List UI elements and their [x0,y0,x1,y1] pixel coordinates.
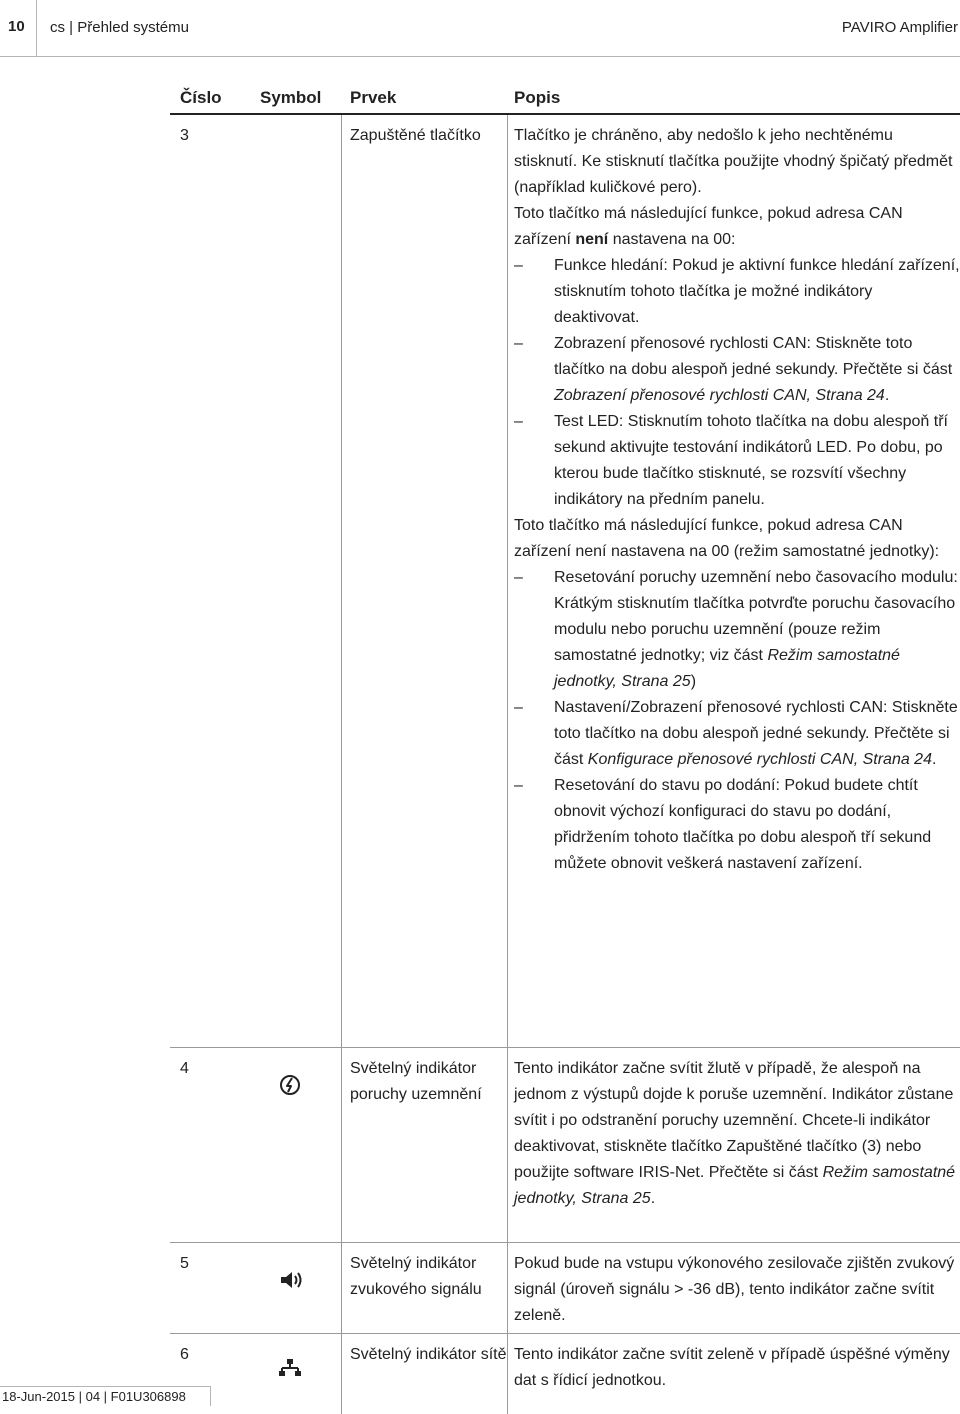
list-item: – Test LED: Stisknutím tohoto tlačítka na dobu alespoň tří sekund aktivujte testování indikátorů LED. Po dobu, po kterou bude tlačítko stisknuté, se rozsvítí všechny indikátory na předním panelu. [514,409,960,513]
product-name: PAVIRO Amplifier [841,19,958,36]
row-element: Světelný indikátor poruchy uzemnění [342,1048,508,1242]
desc-text-a: Tento indikátor začne svítit žlutě v případě, že alespoň na jednom z výstupů dojde k poruše uzemnění. Indikátor zůstane svítit i po odstranění poruchy uzemnění. Chcete-li indikátor deaktivovat, stiskněte tlačítko Zapuštěné tlačítko (3) nebo použijte software IRIS-Net. Přečtěte si část [514,1060,954,1181]
header-number: Číslo [180,88,222,107]
ground-fault-icon [279,1074,301,1096]
item5-text-a: Nastavení/Zobrazení přenosové rychlosti CAN: Stiskněte toto tlačítko na dobu alespoň jedné sekundy. Přečtěte si část [554,699,958,768]
case1-bold: není [575,231,609,248]
item5-text-b: . [931,751,937,768]
list-item [514,565,960,695]
cross-reference: Režim samostatné jednotky, Strana 25 [554,647,900,690]
cross-reference: Zobrazení přenosové rychlosti CAN, Strana 24 [554,387,885,404]
header-description: Popis [514,88,561,107]
element-table [170,82,960,1414]
cross-reference: Konfigurace přenosové rychlosti CAN, Strana 24 [587,751,932,768]
header-symbol: Symbol [260,88,322,107]
list-item: – Funkce hledání: Pokud je aktivní funkce hledání zařízení, stisknutím tohoto tlačítka je možné indikátory deaktivovat. [514,253,960,331]
audio-signal-icon [279,1269,303,1291]
row-symbol [258,115,342,1047]
list-item [514,331,960,409]
cross-reference: Režim samostatné jednotky, Strana 25 [514,1164,956,1207]
table-row [170,115,960,1047]
header-divider [36,0,37,56]
desc-case-2: Toto tlačítko má následující funkce, pokud adresa CAN zařízení není nastavena na 00 (režim samostatné jednotky): [514,517,940,560]
list-item [514,695,960,773]
list-item: – Resetování do stavu po dodání: Pokud budete chtít obnovit výchozí konfiguraci do stavu po dodání, přidržením tohoto tlačítka po dobu alespoň tří sekund můžete obnovit veškerá nastavení zařízení. [514,773,960,877]
row-description [508,1048,960,1242]
item4-text-a: Resetování poruchy uzemnění nebo časovacího modulu: Krátkým stisknutím tlačítka potvrďte poruchu časovacího modulu nebo poruchu uzemnění (pouze režim samostatné jednotky; viz část [554,569,958,664]
row-description: Tento indikátor začne svítit zeleně v případě úspěšné výměny dat s řídicí jednotkou. [514,1346,950,1389]
row-element: Světelný indikátor zvukového signálu [342,1243,508,1333]
row-description [508,115,960,1047]
table-row [170,1047,960,1242]
row-number: 3 [180,127,189,144]
desc-intro: Tlačítko je chráněno, aby nedošlo k jeho nechtěnému stisknutí. Ke stisknutí tlačítka použijte vhodný špičatý předmět (například kuličkové pero). [514,127,953,196]
row-description: Pokud bude na vstupu výkonového zesilovače zjištěn zvukový signál (úroveň signálu > -36 dB), tento indikátor začne svítit zeleně. [514,1255,955,1324]
desc-case-1 [514,201,960,253]
desc-text-b: . [650,1190,656,1207]
row-symbol [258,1243,342,1333]
item2-text-a: Zobrazení přenosové rychlosti CAN: Stiskněte toto tlačítko na dobu alespoň jedné sekundy. Přečtěte si část [554,335,953,378]
table-row [170,1333,960,1414]
page-number: 10 [8,18,25,35]
case1-text-a: Toto tlačítko má následující funkce, pokud adresa CAN zařízení [514,205,903,248]
row-symbol [258,1048,342,1242]
table-row [170,1242,960,1333]
header-element: Prvek [350,88,397,107]
row-number: 4 [180,1060,189,1077]
page-header [0,0,960,57]
network-icon [279,1358,301,1378]
item2-text-b: . [884,387,890,404]
row-symbol [258,1334,342,1414]
row-number: 5 [180,1255,189,1272]
footer-text: 18-Jun-2015 | 04 | F01U306898 [2,1389,186,1404]
row-element: Světelný indikátor sítě [342,1334,508,1414]
row-element: Zapuštěné tlačítko [342,115,508,1047]
table-header-row [170,82,960,115]
case1-text-b: nastavena na 00: [608,231,736,248]
section-title: cs | Přehled systému [50,19,189,36]
page-footer [0,1386,211,1406]
item4-text-b: ) [690,673,697,690]
row-number: 6 [180,1346,189,1363]
